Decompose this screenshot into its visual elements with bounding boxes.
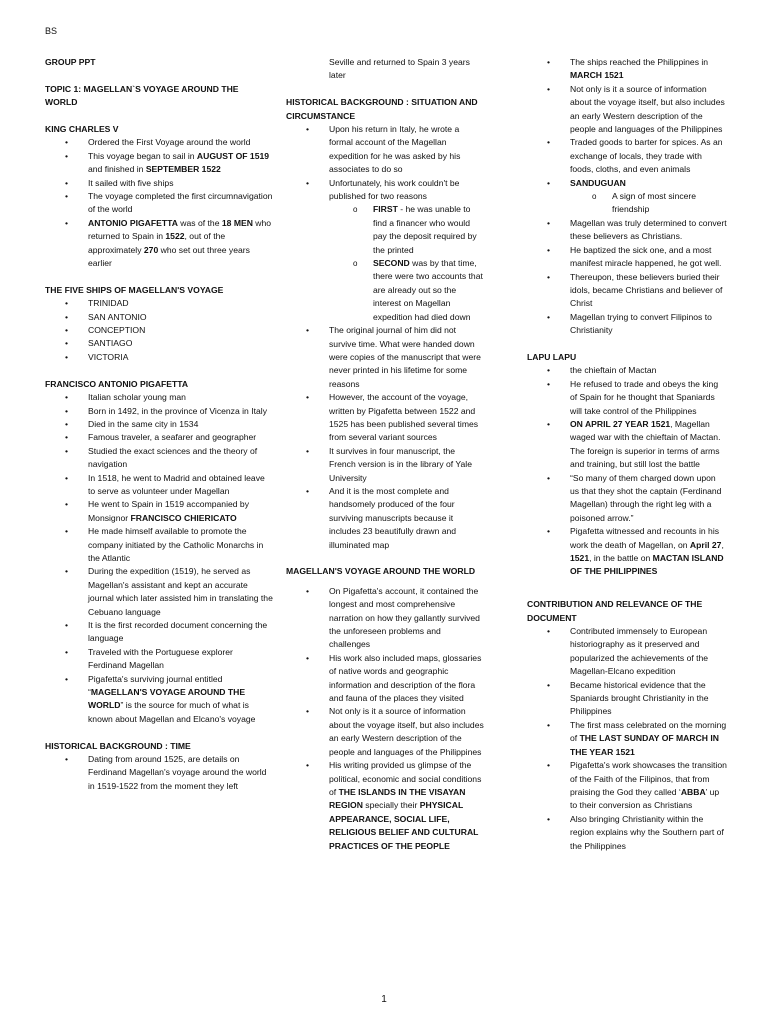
list-item: • And it is the most complete and handsomely produced of the four surviving manuscripts because it includes 23 beautifully drawn and illuminated map (286, 485, 484, 552)
list-item: • Traded goods to barter for spices. As an exchange of locals, they trade with foods, cloths, and even animals (527, 136, 727, 176)
list-item: • ANTONIO PIGAFETTA was of the 18 MEN who returned to Spain in 1522, out of the approximately 270 who set out three years earlier (45, 217, 273, 271)
section-heading-pigafetta: FRANCISCO ANTONIO PIGAFETTA (45, 378, 189, 389)
column-left (45, 56, 273, 793)
header-initials: BS (45, 26, 58, 36)
list-item: • His work also included maps, glossaries of native words and geographic information and description of the flora and fauna of the places they visited (286, 652, 484, 706)
list-item: • ON APRIL 27 YEAR 1521, Magellan waged war with the chieftain of Mactan. The foreign is superior in terms of arms and training, but still lost the battle (527, 418, 727, 472)
list-item: • Upon his return in Italy, he wrote a formal account of the Magellan expedition for he was asked by his associates to do so (286, 123, 484, 177)
voyage-list-continued (527, 56, 727, 338)
list-item: • SANDUGUAN o A sign of most sincere friendship (527, 177, 727, 217)
list-item: • Dating from around 1525, are details on Ferdinand Magellan's voyage around the world in 1519-1522 from the moment they left (45, 753, 273, 793)
list-item: • SAN ANTONIO (45, 311, 273, 324)
list-item: • Not only is it a source of information about the voyage itself, but also includes an early Western description of the people and languages of the Philippines (527, 83, 727, 137)
list-item: • Pigafetta's work showcases the transition of the Faith of the Filipinos, that from praising the God they called ‘ABBA’ up to their conversion as Christians (527, 759, 727, 813)
section-heading-contribution: CONTRIBUTION AND RELEVANCE OF THE DOCUMENT (527, 599, 703, 623)
time-list (45, 753, 273, 793)
list-item: • Not only is it a source of information about the voyage itself, but also includes an early Western description of the people and languages of the Philippines (286, 705, 484, 759)
group-label: GROUP PPT (45, 57, 96, 67)
sub-list-item: o SECOND was by that time, there were two accounts that are already out so the interest on Magellan expedition had died down (329, 257, 484, 324)
list-item: • Studied the exact sciences and the theory of navigation (45, 445, 273, 472)
list-item: • His writing provided us glimpse of the political, economic and social conditions of THE ISLANDS IN THE VISAYAN REGION specially their PHYSICAL APPEARANCE, SOCIAL LIFE, RELIGIOUS BELIEF AND CULTURAL PRACTICES OF THE PEOPLE (286, 759, 484, 853)
list-item: • Also bringing Christianity within the region explains why the Southern part of the Philippines (527, 813, 727, 853)
list-item: • The original journal of him did not survive time. What were handed down were copies of the manuscript that were never printed in his lifetime for some reasons (286, 324, 484, 391)
list-item: • Pigafetta witnessed and recounts in his work the death of Magellan, on April 27, 1521, in the battle on MACTAN ISLAND OF THE PHILIPPINES (527, 525, 727, 579)
list-item: • He made himself available to promote the company initiated by the Catholic Monarchs in the Atlantic (45, 525, 273, 565)
list-item: • Became historical evidence that the Spaniards brought Christianity in the Philippines (527, 679, 727, 719)
list-item: • It survives in four manuscript, the French version is in the library of Yale University (286, 445, 484, 485)
list-item: • Famous traveler, a seafarer and geographer (45, 431, 273, 444)
list-item: • It sailed with five ships (45, 177, 273, 190)
continued-text: Seville and returned to Spain 3 years later (329, 57, 470, 81)
section-heading-situation: HISTORICAL BACKGROUND : SITUATION AND CIRCUMSTANCE (286, 97, 478, 121)
topic-title: TOPIC 1: MAGELLAN`S VOYAGE AROUND THE WORLD (45, 83, 239, 108)
list-item: • Italian scholar young man (45, 391, 273, 404)
sub-list-item: o A sign of most sincere friendship (570, 190, 727, 217)
sub-list (329, 203, 484, 324)
list-item: • Thereupon, these believers buried their idols, became Christians and believer of Christ (527, 271, 727, 311)
sub-list-item: o FIRST - he was unable to find a financer who would pay the deposit required by the printed (329, 203, 484, 257)
list-item: • He baptized the sick one, and a most manifest miracle happened, he got well. (527, 244, 727, 271)
list-item: • In 1518, he went to Madrid and obtained leave to serve as volunteer under Magellan (45, 472, 273, 499)
section-heading-voyage: MAGELLAN'S VOYAGE AROUND THE WORLD (286, 566, 476, 577)
list-item: • However, the account of the voyage, written by Pigafetta between 1522 and 1525 has been published several times from several variant sources (286, 391, 484, 445)
list-item: • He refused to trade and obeys the king of Spain for he thought that Spaniards will take control of the Philippines (527, 378, 727, 418)
list-item: • Pigafetta's surviving journal entitled “MAGELLAN'S VOYAGE AROUND THE WORLD” is the source for much of what is known about Magellan and Elcano's voyage (45, 673, 273, 727)
king-list (45, 136, 273, 270)
page-number: 1 (381, 994, 387, 1005)
section-heading-king: KING CHARLES V (45, 124, 119, 134)
list-item: • VICTORIA (45, 351, 273, 364)
column-middle (286, 56, 484, 853)
situation-list (286, 123, 484, 552)
list-item: • The voyage completed the first circumnavigation of the world (45, 190, 273, 217)
section-heading-lapu-lapu: LAPU LAPU (527, 351, 577, 362)
list-item: • He went to Spain in 1519 accompanied by Monsignor FRANCISCO CHIERICATO (45, 498, 273, 525)
list-item: • Died in the same city in 1534 (45, 418, 273, 431)
list-item: • TRINIDAD (45, 297, 273, 310)
list-item: • the chieftain of Mactan (527, 364, 727, 377)
list-item: • This voyage began to sail in AUGUST OF 1519 and finished in SEPTEMBER 1522 (45, 150, 273, 177)
list-item: • “So many of them charged down upon us that they shot the captain (Ferdinand Magellan) through the right leg with a poisoned arrow.” (527, 472, 727, 526)
list-item: • Ordered the First Voyage around the world (45, 136, 273, 149)
section-heading-time: HISTORICAL BACKGROUND : TIME (45, 740, 191, 751)
list-item: • Unfortunately, his work couldn't be published for two reasons o FIRST - he was unable to find a financer who would pay the deposit required by the printed o SECOND was by that time, there were two accounts that are already out so the interest on Magellan expedition had died down (286, 177, 484, 324)
list-item: • SANTIAGO (45, 337, 273, 350)
pigafetta-list (45, 391, 273, 726)
list-item: • The ships reached the Philippines in MARCH 1521 (527, 56, 727, 83)
ships-list (45, 297, 273, 364)
column-right (527, 56, 727, 853)
voyage-list (286, 585, 484, 853)
list-item: • On Pigafetta's account, it contained the longest and most comprehensive narration on how they gallantly survived the unforeseen problems and challenges (286, 585, 484, 652)
list-item: • The first mass celebrated on the morning of THE LAST SUNDAY OF MARCH IN THE YEAR 1521 (527, 719, 727, 759)
list-item: • Contributed immensely to European historiography as it preserved and popularized the achievements of the Magellan-Elcano expedition (527, 625, 727, 679)
list-item: • Traveled with the Portuguese explorer Ferdinand Magellan (45, 646, 273, 673)
lapu-list (527, 364, 727, 579)
list-item: • Born in 1492, in the province of Vicenza in Italy (45, 405, 273, 418)
list-item: • It is the first recorded document concerning the language (45, 619, 273, 646)
contribution-list (527, 625, 727, 853)
sub-list (570, 190, 727, 217)
list-item: • Magellan was truly determined to convert these believers as Christians. (527, 217, 727, 244)
list-item: • During the expedition (1519), he served as Magellan's assistant and kept an accurate journal which later assisted him in translating the Cebuano language (45, 565, 273, 619)
list-item: • Magellan trying to convert Filipinos to Christianity (527, 311, 727, 338)
list-item: • CONCEPTION (45, 324, 273, 337)
section-heading-ships: THE FIVE SHIPS OF MAGELLAN'S VOYAGE (45, 284, 224, 295)
